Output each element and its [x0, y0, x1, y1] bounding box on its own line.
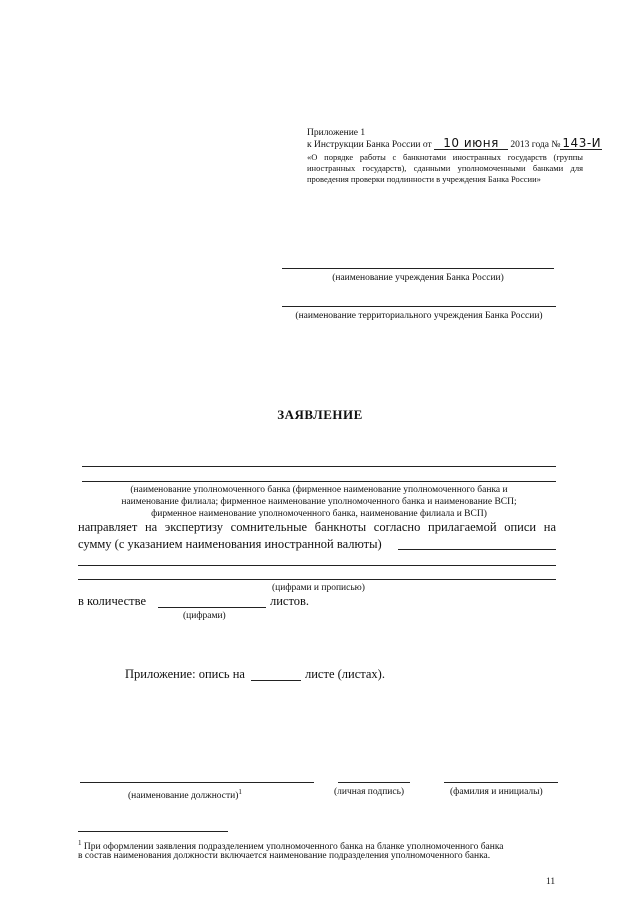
attachment-sheets-field[interactable] — [251, 680, 301, 681]
bank-of-russia-institution-field[interactable] — [282, 268, 554, 269]
bank-name-field-2[interactable] — [82, 481, 556, 482]
sum-currency-field[interactable] — [398, 549, 556, 550]
signature-caption: (личная подпись) — [334, 787, 405, 797]
signature-field[interactable] — [338, 782, 410, 783]
document-title: ЗАЯВЛЕНИЕ — [277, 407, 363, 422]
sheets-label: листов. — [270, 594, 310, 608]
quantity-label: в количестве — [78, 594, 147, 608]
appendix-line-5: проведения проверки подлинности в учреждения Банка России» — [307, 174, 541, 184]
position-caption-text: (наименование должности) — [128, 791, 239, 802]
sum-label: сумму (с указанием наименования иностранной валюты) — [78, 537, 382, 551]
sum-field-line-2[interactable] — [78, 565, 556, 566]
bank-name-caption-1: (наименование уполномоченного банка (фирменное наименование уполномоченного банка и — [130, 485, 508, 495]
appendix-number: 143-И — [562, 136, 602, 150]
footnote-mark: 1 — [78, 839, 82, 847]
sends-for-examination-text: направляет на экспертизу сомнительные банкноты согласно прилагаемой описи на — [78, 520, 556, 534]
appendix-year: 2013 года № — [510, 140, 561, 150]
appendix-line-1: Приложение 1 — [307, 128, 366, 138]
bank-of-russia-institution-caption: (наименование учреждения Банка России) — [332, 273, 504, 283]
appendix-line-4: иностранных государств), сданными уполномоченными банками для — [307, 163, 583, 173]
sum-field-line-3[interactable] — [78, 579, 556, 580]
territorial-institution-caption: (наименование территориального учреждения Банка России) — [295, 311, 543, 321]
appendix-line-3: «О порядке работы с банкнотами иностранных государств (группы — [307, 152, 583, 162]
attachment-label: Приложение: опись на — [125, 667, 245, 681]
position-field[interactable] — [80, 782, 314, 783]
territorial-institution-field[interactable] — [282, 306, 556, 307]
digits-caption: (цифрами) — [183, 611, 226, 621]
name-initials-caption: (фамилия и инициалы) — [450, 787, 543, 797]
digits-and-words-caption: (цифрами и прописью) — [272, 583, 365, 593]
quantity-field[interactable] — [158, 607, 266, 608]
appendix-date: 10 июня — [434, 138, 508, 150]
bank-name-caption-3: фирменное наименование уполномоченного банка, наименование филиала и ВСП) — [151, 509, 487, 519]
position-footnote-mark: 1 — [238, 788, 242, 796]
position-caption — [128, 786, 242, 802]
footnote-line-2: в состав наименования должности включается наименование подразделения уполномоченного банка. — [78, 851, 491, 861]
footnote-text-1: При оформлении заявления подразделением уполномоченного банка на бланке уполномоченного банка — [83, 842, 504, 853]
appendix-instruction-prefix: к Инструкции Банка России от — [307, 140, 432, 150]
attachment-suffix: листе (листах). — [305, 667, 385, 681]
bank-name-field-1[interactable] — [82, 466, 556, 467]
footnote-separator — [78, 831, 228, 832]
appendix-line-2 — [307, 138, 602, 151]
bank-name-caption-2: наименование филиала; фирменное наименование уполномоченного банка и наименование ВСП; — [121, 497, 517, 507]
name-initials-field[interactable] — [444, 782, 558, 783]
page-number: 11 — [546, 877, 556, 887]
